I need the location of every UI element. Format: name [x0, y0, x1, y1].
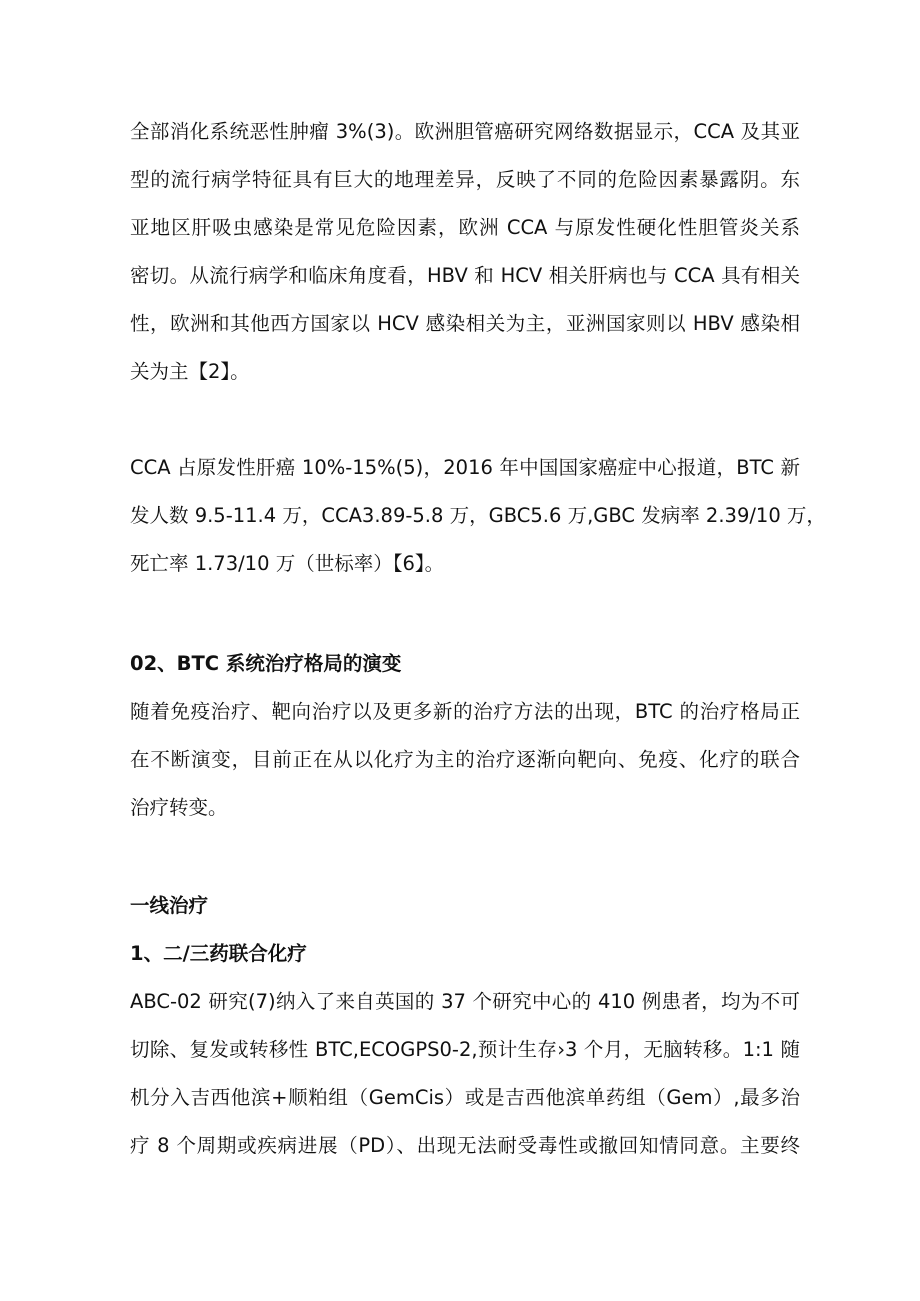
subsection-heading: 1、二/三药联合化疗 — [130, 942, 307, 965]
section-heading: 02、BTC 系统治疗格局的演变 — [130, 652, 402, 675]
text-line: 全部消化系统恶性肿瘤 3%(3)。欧洲胆管癌研究网络数据显示，CCA 及其亚 — [130, 120, 800, 143]
text-line: 密切。从流行病学和临床角度看，HBV 和 HCV 相关肝病也与 CCA 具有相关 — [130, 264, 800, 287]
text-line: ABC-02 研究(7)纳入了来自英国的 37 个研究中心的 410 例患者，均为不可 — [130, 990, 800, 1013]
text-line: 死亡率 1.73/10 万（世标率）【6】。 — [130, 552, 445, 575]
text-line: 亚地区肝吸虫感染是常见危险因素，欧洲 CCA 与原发性硬化性胆管炎关系 — [130, 216, 800, 239]
text-line: 在不断演变，目前正在从以化疗为主的治疗逐渐向靶向、免疫、化疗的联合 — [130, 748, 800, 771]
subsection-heading: 一线治疗 — [130, 894, 209, 917]
text-line: 疗 8 个周期或疾病进展（PD）、出现无法耐受毒性或撤回知情同意。主要终 — [130, 1134, 800, 1157]
text-line: 机分入吉西他滨+顺粕组（GemCis）或是吉西他滨单药组（Gem）,最多治 — [130, 1086, 800, 1109]
text-line: CCA 占原发性肝癌 10%-15%(5)，2016 年中国国家癌症中心报道，BTC 新 — [130, 456, 800, 479]
text-line: 关为主【2】。 — [130, 360, 250, 383]
text-line: 治疗转变。 — [130, 796, 228, 819]
text-line: 性，欧洲和其他西方国家以 HCV 感染相关为主，亚洲国家则以 HBV 感染相 — [130, 312, 800, 335]
text-line: 发人数 9.5-11.4 万，CCA3.89-5.8 万，GBC5.6 万,GBC 发病率 2.39/10 万， — [130, 504, 826, 527]
text-line: 切除、复发或转移性 BTC,ECOGPS0-2,预计生存›3 个月，无脑转移。1:1 随 — [130, 1038, 800, 1061]
text-line: 随着免疫治疗、靶向治疗以及更多新的治疗方法的出现，BTC 的治疗格局正 — [130, 700, 800, 723]
text-line: 型的流行病学特征具有巨大的地理差异，反映了不同的危险因素暴露阴。东 — [130, 168, 800, 191]
